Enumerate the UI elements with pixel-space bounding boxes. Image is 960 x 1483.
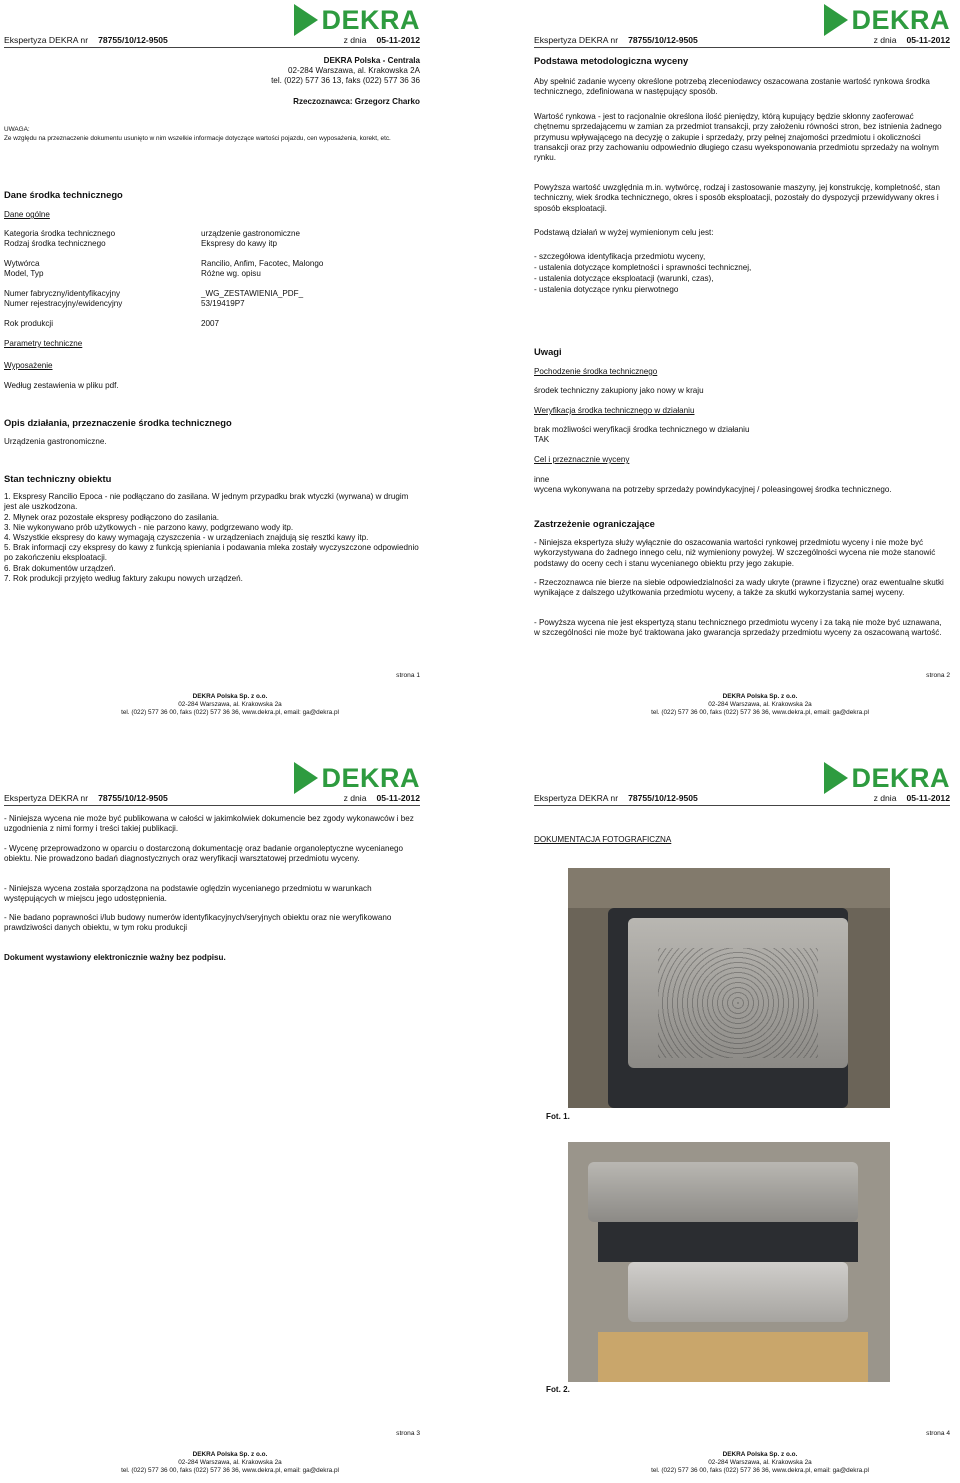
dekra-logo: DEKRA <box>824 762 950 794</box>
market-value-text: Wartość rynkowa - jest to racjonalnie określona ilość pieniędzy, którą kupujący będzie skłonny zaoferować chętnemu sprzedającemu w zamian za przedmiot transakcji, przy założeniu równości stron, bez istnienia żadnego przymusu wpływającego na decyzję o zakupie i sprzedaży, przy pełnej znajomości przedmiotu i okoliczności transakcji oraz przy zachowaniu odpowiednio długiego czasu wyeksponowania przedmiotu sprzedaży na wolnym rynku. <box>534 112 942 163</box>
warning-text: Ze względu na przeznaczenie dokumentu usunięto w nim wszelkie informacje dotyczące wartości pojazdu, cen wyposażenia, korekt, etc. <box>4 135 391 142</box>
equipment-text: Według zestawienia w pliku pdf. <box>4 381 119 390</box>
signature-note: Dokument wystawiony elektronicznie ważny bez podpisu. <box>4 953 226 962</box>
row-year-label: Rok produkcji <box>4 319 54 328</box>
section-verification: Weryfikacja środka technicznego w działaniu <box>534 406 695 415</box>
dekra-logo: DEKRA <box>824 4 950 36</box>
appraiser: Rzeczoznawca: Grzegorz Charko <box>293 97 420 106</box>
verification-value: TAK <box>534 435 550 444</box>
row-reg-label: Numer rejestracyjny/ewidencyjny <box>4 299 123 308</box>
section-description: Opis działania, przeznaczenie środka technicznego <box>4 417 232 428</box>
reservation-text: - Rzeczoznawca nie bierze na siebie odpowiedzialności za wady ukryte (prawne i fizyczne) oraz ewentualne skutki wynikające z dalszego użytkowania przedmiotu wyceny, a także za skutki wykorzystania samej wyceny. <box>534 578 944 598</box>
page-1 <box>0 0 460 725</box>
page-footer: DEKRA Polska Sp. z o.o. 02-284 Warszawa, al. Krakowska 2a tel. (022) 577 36 00, faks (022) 577 36 36, www.dekra.pl, email: ga@dekra.pl <box>651 1451 869 1475</box>
photo-1-caption: Fot. 1. <box>546 1112 570 1121</box>
reservation-text: - Niniejsza ekspertyza służy wyłącznie do oszacowania wartości rynkowej przedmiotu wyceny i nie może być wykorzystywana do żadnego innego celu, niż wymieniony powyżej. W szczególności wycena nie może stanowić podstawy do oceny cech i stanu wycenianego obiektu przy jego zakupie. <box>534 538 936 568</box>
state-item: 7. Rok produkcji przyjęto według faktury zakupu nowych urządzeń. <box>4 574 243 583</box>
row-maker-value: Rancilio, Anfim, Facotec, Malongo <box>201 259 324 268</box>
methodology-text: Aby spełnić zadanie wyceny określone potrzebą zleceniodawcy oszacowana zostanie wartość rynkowa środka technicznego, zdefiniowana w następujący sposób. <box>534 77 930 97</box>
section-photos: DOKUMENTACJA FOTOGRAFICZNA <box>534 835 672 844</box>
dekra-logo-icon <box>824 762 848 794</box>
basis-item: - szczegółowa identyfikacja przedmiotu wyceny, <box>534 252 706 261</box>
section-purpose: Cel i przeznacznie wyceny <box>534 455 630 464</box>
dekra-logo-icon <box>294 762 318 794</box>
purpose-text: wycena wykonywana na potrzeby sprzedaży powindykacyjnej / poleasingowej środka technicznego. <box>534 485 892 494</box>
warning-title: UWAGA: <box>4 126 30 133</box>
origin-text: środek techniczny zakupiony jako nowy w kraju <box>534 386 704 395</box>
page-4 <box>530 758 960 1483</box>
row-category-label: Kategoria środka technicznego <box>4 229 116 238</box>
dekra-logo: DEKRA <box>294 4 420 36</box>
state-item: 3. Nie wykonywano prób użytkowych - nie parzono kawy, podgrzewano wody itp. <box>4 523 294 532</box>
consider-text: Powyższa wartość uwzględnia m.in. wytwórcę, rodzaj i zastosowanie maszyny, jej konstrukcję, kompletność, stan techniczny, wiek środka technicznego, okres i sposób eksploatacji, pozostały do dyspozycji przewidywany okres i sposób eksploatacji. <box>534 183 941 213</box>
page-number: strona 1 <box>396 672 420 679</box>
page-number: strona 4 <box>926 1430 950 1437</box>
company-name: DEKRA Polska - Centrala <box>323 56 420 65</box>
section-state: Stan techniczny obiektu <box>4 473 112 484</box>
section-general: Dane ogólne <box>4 210 50 219</box>
dekra-logo-icon <box>294 4 318 36</box>
row-model-label: Model, Typ <box>4 269 44 278</box>
basis-item: - ustalenia dotyczące eksploatacji (warunki, czas), <box>534 274 714 283</box>
disclaimer-item: - Niniejsza wycena została sporządzona na podstawie oględzin wycenianego przedmiotu w warunkach występujących w miejscu jego udostępnienia. <box>4 884 372 904</box>
section-methodology: Podstawa metodologiczna wyceny <box>534 55 689 66</box>
section-technical-data: Dane środka technicznego <box>4 189 123 200</box>
state-item: 1. Ekspresy Rancilio Epoca - nie podłączano do zasilana. W jednym przypadku brak wtyczki (wyrwana) w drugim jest ale uszkodzona. <box>4 492 409 512</box>
state-item: 4. Wszystkie ekspresy do kawy wymagają czyszczenia - w urządzeniach znajdują się resztki kawy itp. <box>4 533 369 542</box>
disclaimer-item: - Wycenę przeprowadzono w oparciu o dostarczoną dokumentację oraz badanie organoleptyczne wycenianego obiektu. Nie prowadzono badań diagnostycznych oraz weryfikacji warsztatowej przedmiotu wyceny. <box>4 844 404 864</box>
disclaimer-item: - Niniejsza wycena nie może być publikowana w całości w jakimkolwiek dokumencie bez zgody wykonawców i bez uzgodnienia z nimi formy i treści takiej publikacji. <box>4 814 414 834</box>
basis-text: Podstawą działań w wyżej wymienionym celu jest: <box>534 228 714 237</box>
page-number: strona 2 <box>926 672 950 679</box>
section-params: Parametry techniczne <box>4 339 83 348</box>
row-year-value: 2007 <box>201 319 220 328</box>
reservation-text: - Powyższa wycena nie jest ekspertyzą stanu technicznego przedmiotu wyceny i za taką nie może być uznawana, w szczególności nie może być traktowana jako gwarancja sprzedaży przedmiotu wyceny za oszacowaną wartość. <box>534 618 942 638</box>
photo-2 <box>568 1142 890 1382</box>
row-kind-label: Rodzaj środka technicznego <box>4 239 106 248</box>
page-footer: DEKRA Polska Sp. z o.o. 02-284 Warszawa, al. Krakowska 2a tel. (022) 577 36 00, faks (022) 577 36 36, www.dekra.pl, email: ga@dekra.pl <box>121 693 339 717</box>
section-origin: Pochodzenie środka technicznego <box>534 367 658 376</box>
description-text: Urządzenia gastronomiczne. <box>4 437 107 446</box>
page-3 <box>0 758 460 1483</box>
section-notes: Uwagi <box>534 346 562 357</box>
dekra-logo-icon <box>824 4 848 36</box>
state-item: 5. Brak informacji czy ekspresy do kawy z funkcją spieniania i podawania mleka zostały wyczyszczone odpowiednio po zakończeniu eksploatacji. <box>4 543 419 563</box>
company-phone: tel. (022) 577 36 13, faks (022) 577 36 36 <box>271 76 420 85</box>
page-header: Ekspertyza DEKRA nr 78755/10/12-9505 z dnia 05-11-2012 <box>4 793 420 806</box>
page-footer: DEKRA Polska Sp. z o.o. 02-284 Warszawa, al. Krakowska 2a tel. (022) 577 36 00, faks (022) 577 36 36, www.dekra.pl, email: ga@dekra.pl <box>651 693 869 717</box>
section-equipment: Wyposażenie <box>4 361 53 370</box>
disclaimer-item: - Nie badano poprawności i/lub budowy numerów identyfikacyjnych/seryjnych obiektu oraz nie weryfikowano prawdziwości danych obiektu, w tym roku produkcji <box>4 913 392 933</box>
row-model-value: Różne wg. opisu <box>201 269 261 278</box>
state-item: 6. Brak dokumentów urządzeń. <box>4 564 116 573</box>
page-2 <box>530 0 960 725</box>
page-number: strona 3 <box>396 1430 420 1437</box>
row-reg-value: 53/19419P7 <box>201 299 245 308</box>
row-serial-label: Numer fabryczny/identyfikacyjny <box>4 289 121 298</box>
photo-2-caption: Fot. 2. <box>546 1385 570 1394</box>
section-reservation: Zastrzeżenie ograniczające <box>534 518 655 529</box>
basis-item: - ustalenia dotyczące rynku pierwotnego <box>534 285 679 294</box>
dekra-logo: DEKRA <box>294 762 420 794</box>
verification-text: brak możliwości weryfikacji środka technicznego w działaniu <box>534 425 750 434</box>
row-maker-label: Wytwórca <box>4 259 40 268</box>
page-header: Ekspertyza DEKRA nr 78755/10/12-9505 z dnia 05-11-2012 <box>534 793 950 806</box>
row-kind-value: Ekspresy do kawy itp <box>201 239 278 248</box>
photo-1 <box>568 868 890 1108</box>
row-category-value: urządzenie gastronomiczne <box>201 229 300 238</box>
row-serial-value: _WG_ZESTAWIENIA_PDF_ <box>201 289 304 298</box>
purpose-text: inne <box>534 475 550 484</box>
state-item: 2. Młynek oraz pozostałe ekspresy podłączono do zasilania. <box>4 513 220 522</box>
page-header: Ekspertyza DEKRA nr 78755/10/12-9505 z dnia 05-11-2012 <box>534 35 950 48</box>
basis-item: - ustalenia dotyczące kompletności i sprawności technicznej, <box>534 263 752 272</box>
page-header: Ekspertyza DEKRA nr 78755/10/12-9505 z dnia 05-11-2012 <box>4 35 420 48</box>
company-address: 02-284 Warszawa, al. Krakowska 2A <box>288 66 420 75</box>
page-footer: DEKRA Polska Sp. z o.o. 02-284 Warszawa, al. Krakowska 2a tel. (022) 577 36 00, faks (022) 577 36 36, www.dekra.pl, email: ga@dekra.pl <box>121 1451 339 1475</box>
